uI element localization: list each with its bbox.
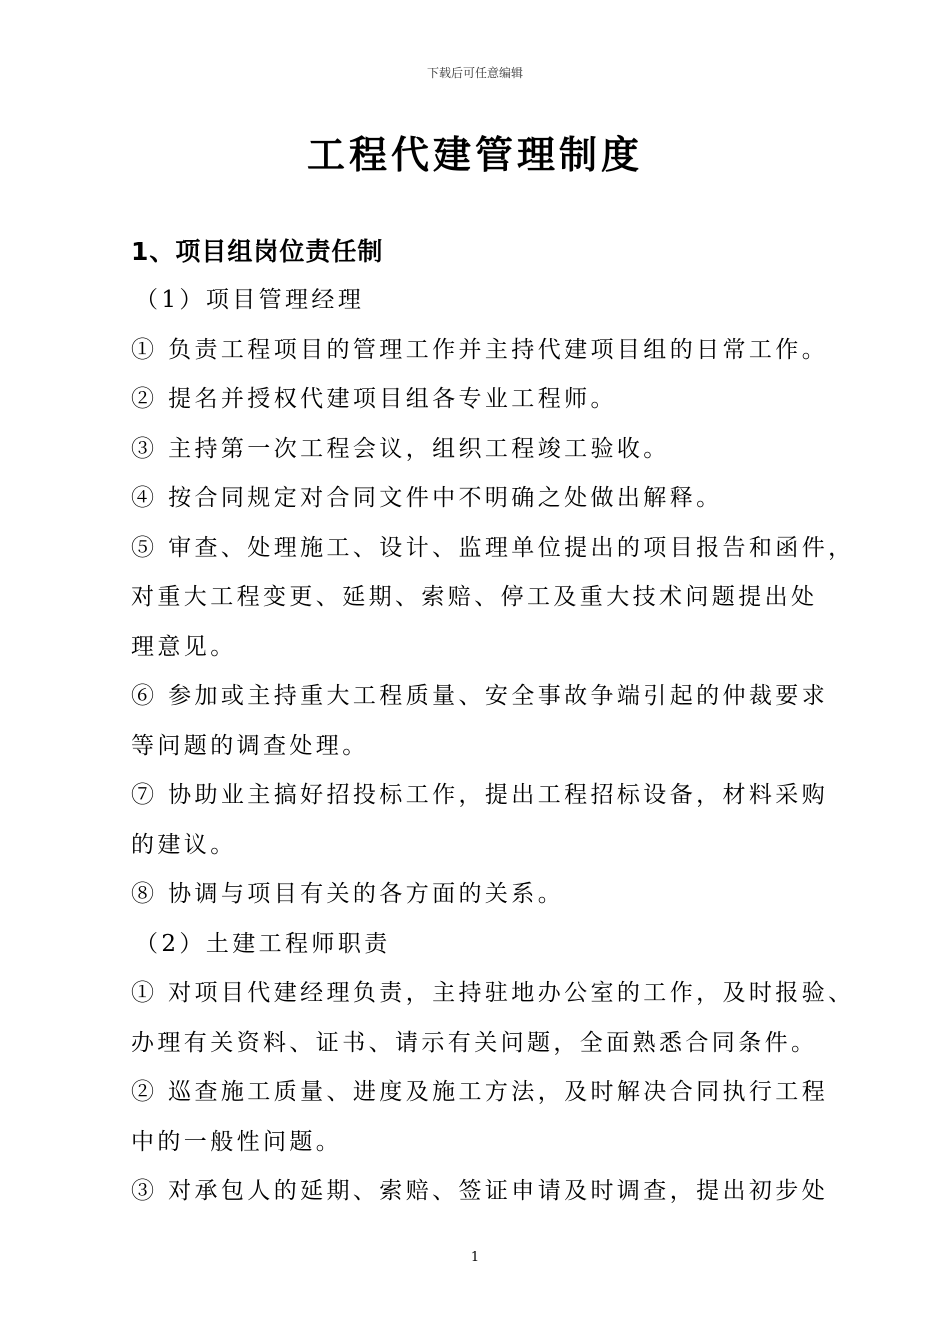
document-title: 工程代建管理制度 <box>306 133 643 177</box>
paragraph-line: ② 巡查施工质量、进度及施工方法，及时解决合同执行工程 <box>131 1079 829 1105</box>
page-header-note: 下载后可任意编辑 <box>426 66 523 80</box>
paragraph-line: 理意见。 <box>131 633 237 660</box>
paragraph-line: ① 负责工程项目的管理工作并主持代建项目组的日常工作。 <box>131 336 829 363</box>
paragraph-line: 中的一般性问题。 <box>131 1128 343 1155</box>
paragraph-line: ① 对项目代建经理负责，主持驻地办公室的工作，及时报验、 <box>131 980 855 1006</box>
section-heading: 1、项目组岗位责任制 <box>131 237 384 266</box>
paragraph-line: 的建议。 <box>131 831 237 858</box>
paragraph-line: ③ 主持第一次工程会议，组织工程竣工验收。 <box>131 435 670 462</box>
paragraph-line: ⑧ 协调与项目有关的各方面的关系。 <box>131 881 565 907</box>
paragraph-line: 对重大工程变更、延期、索赔、停工及重大技术问题提出处 <box>131 584 818 610</box>
paragraph-line: ③ 对承包人的延期、索赔、签证申请及时调查，提出初步处 <box>131 1178 829 1204</box>
paragraph-line: ④ 按合同规定对合同文件中不明确之处做出解释。 <box>131 485 723 511</box>
paragraph-line: ⑤ 审查、处理施工、设计、监理单位提出的项目报告和函件， <box>131 534 855 561</box>
paragraph-line: 等问题的调查处理。 <box>131 732 369 759</box>
document-body <box>131 276 855 1217</box>
page-number: 1 <box>470 1250 480 1265</box>
paragraph-line: ② 提名并授权代建项目组各专业工程师。 <box>131 386 617 412</box>
paragraph-line: 办理有关资料、证书、请示有关问题，全面熟悉合同条件。 <box>131 1029 818 1056</box>
paragraph-line: ⑦ 协助业主搞好招投标工作，提出工程招标设备，材料采购 <box>131 782 829 808</box>
paragraph-line: ⑥ 参加或主持重大工程质量、安全事故争端引起的仲裁要求 <box>131 683 829 709</box>
subsection-heading-civil-engineer: （2）土建工程师职责 <box>135 930 391 957</box>
subsection-heading-manager: （1）项目管理经理 <box>135 287 365 313</box>
